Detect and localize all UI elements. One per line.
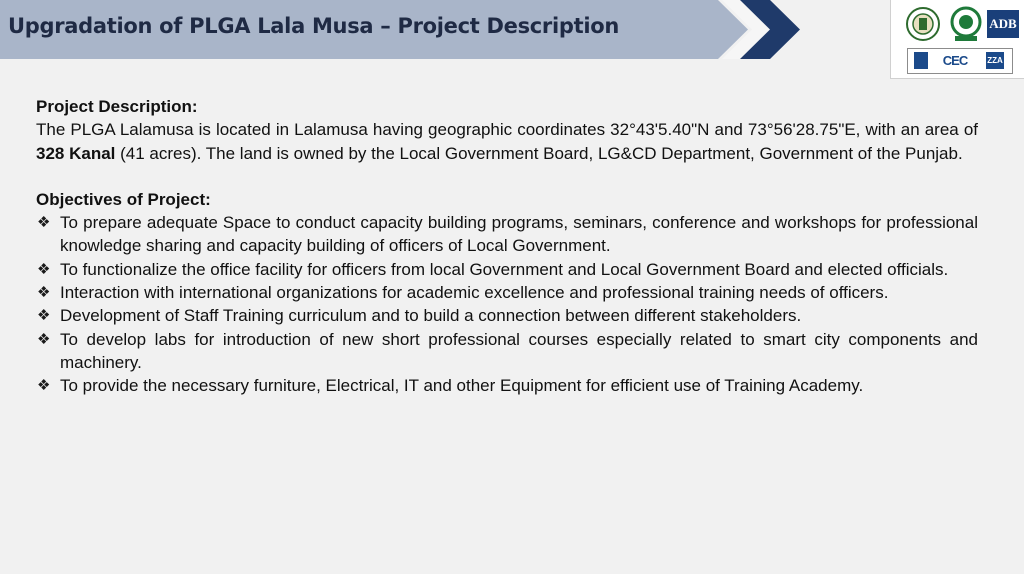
objective-text: Interaction with international organizations for academic excellence and professional training needs of officers. [60, 283, 889, 303]
description-text-end: (41 acres). The land is owned by the Local Government Board, LG&CD Department, Government of the Punjab. [115, 143, 963, 163]
section-spacer [36, 165, 978, 188]
description-text-start: The PLGA Lalamusa is located in Lalamusa having geographic coordinates 32°43'5.40"N and 73°56'28.75"E, with an area of [36, 120, 978, 140]
diamond-bullet-icon: ❖ [37, 307, 51, 325]
list-item [36, 281, 978, 304]
punjab-govt-logo [903, 6, 943, 42]
partner-logo-right: ZZA [986, 52, 1004, 69]
page-title: Upgradation of PLGA Lala Musa – Project Description [8, 14, 620, 38]
content-body [36, 95, 978, 398]
diamond-bullet-icon: ❖ [37, 330, 51, 348]
cec-logo: CEC [942, 53, 968, 68]
list-item [36, 258, 978, 281]
objective-text: To functionalize the office facility for officers from local Government and Local Government Board and elected officials. [60, 259, 949, 279]
list-item [36, 328, 978, 375]
diamond-bullet-icon: ❖ [37, 377, 51, 395]
description-paragraph [36, 118, 978, 165]
title-banner [0, 0, 800, 59]
picip-logo [949, 6, 983, 42]
objective-text: To prepare adequate Space to conduct capacity building programs, seminars, conference and workshops for professional knowledge sharing and capacity building of officers of Local Government. [60, 213, 978, 256]
description-heading: Project Description: [36, 97, 198, 116]
list-item [36, 211, 978, 258]
description-area-bold: 328 Kanal [36, 143, 116, 163]
objectives-list [36, 211, 978, 397]
partner-logo-strip [907, 48, 1013, 74]
list-item [36, 304, 978, 327]
diamond-bullet-icon: ❖ [37, 284, 51, 302]
list-item [36, 374, 978, 397]
logo-panel [890, 0, 1024, 79]
objective-text: Development of Staff Training curriculum and to build a connection between different stakeholders. [60, 306, 802, 326]
diamond-bullet-icon: ❖ [37, 260, 51, 278]
partner-logo-left [914, 52, 928, 69]
adb-logo: ADB [987, 10, 1019, 38]
objective-text: To develop labs for introduction of new short professional courses especially related to smart city components and machinery. [60, 329, 978, 372]
objective-text: To provide the necessary furniture, Electrical, IT and other Equipment for efficient use of Training Academy. [60, 376, 864, 396]
objectives-heading: Objectives of Project: [36, 189, 211, 209]
diamond-bullet-icon: ❖ [37, 214, 51, 232]
